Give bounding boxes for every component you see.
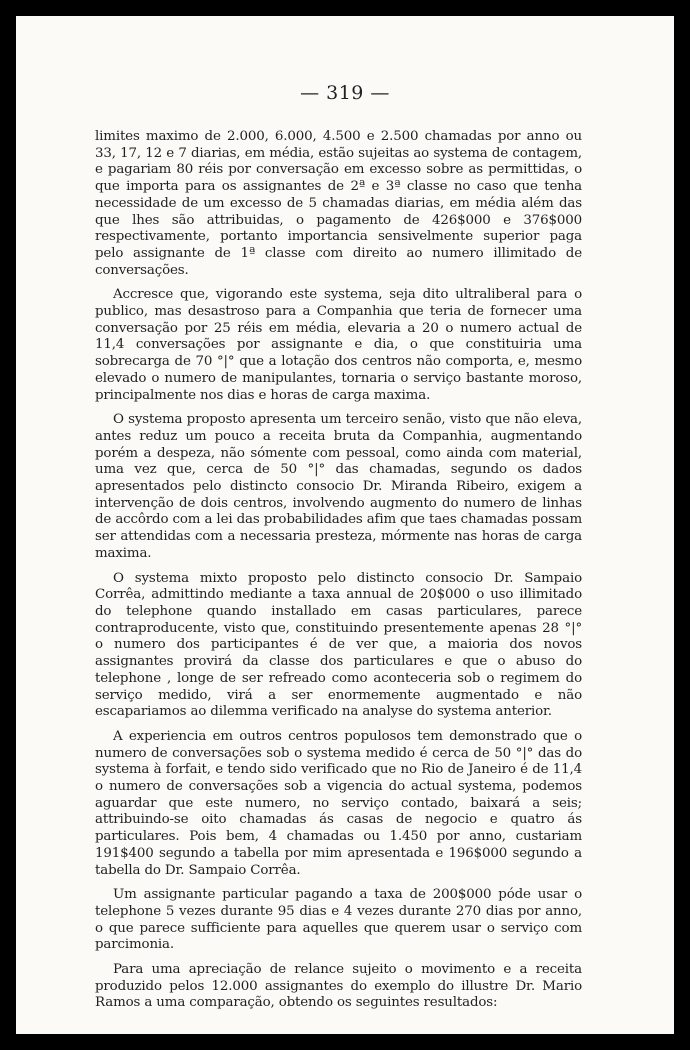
paragraph: Um assignante particular pagando a taxa de 200$000 póde usar o telephone 5 vezes durante 95 dias e 4 vezes durante 270 dias por anno, o que parece sufficiente para aquelles que querem usar o serviço com parcimonia. bbox=[95, 887, 582, 953]
document-page bbox=[16, 16, 674, 1034]
paragraph: O systema proposto apresenta um terceiro senão, visto que não eleva, antes reduz um pouco a receita bruta da Companhia, augmentando porém a despeza, não sómente com pessoal, como ainda com material, uma vez que, cerca de 50 °|° das chamadas, segundo os dados apresentados pelo distincto consocio Dr. Miranda Ribeiro, exigem a intervenção de dois centros, involvendo augmento do numero de linhas de accôrdo com a lei das probabilidades afim que taes chamadas possam ser attendidas com a necessaria presteza, mórmente nas horas de carga maxima. bbox=[95, 412, 582, 561]
paragraph: Para uma apreciação de relance sujeito o movimento e a receita produzido pelos 12.000 assignantes do exemplo do illustre Dr. Mario Ramos a uma comparação, obtendo os seguintes resultados: bbox=[95, 962, 582, 1011]
paragraph: O systema mixto proposto pelo distincto consocio Dr. Sampaio Corrêa, admittindo mediante a taxa annual de 20$000 o uso illimitado do telephone quando installado em casas particulares, parece contraproducente, visto que, constituindo presentemente apenas 28 °|° o numero dos participantes é de ver que, a maioria dos novos assignantes provirá da classe dos particulares e que o abuso do telephone , longe de ser refreado como aconteceria sob o regimem do serviço medido, virá a ser enormemente augmentado e não escapariamos ao dilemma verificado na analyse do systema anterior. bbox=[95, 570, 582, 720]
page-number: — 319 — bbox=[300, 82, 390, 104]
paragraph: limites maximo de 2.000, 6.000, 4.500 e 2.500 chamadas por anno ou 33, 17, 12 e 7 diarias, em média, estão sujeitas ao systema de contagem, e pagariam 80 réis por conversação em excesso sobre as permittidas, o que importa para os assignantes de 2ª e 3ª classe no caso que tenha necessidade de um excesso de 5 chamadas diarias, em média além das que lhes são attribuidas, o pagamento de 426$000 e 376$000 respectivamente, portanto importancia sensivelmente superior paga pelo assignante de 1ª classe com direito ao numero illimitado de conversações. bbox=[95, 129, 582, 278]
paragraph: Accresce que, vigorando este systema, seja dito ultraliberal para o publico, mas desastroso para a Companhia que teria de fornecer uma conversação por 25 réis em média, elevaria a 20 o numero actual de 11,4 conversações por assignante e dia, o que constituiria uma sobrecarga de 70 °|° que a lotação dos centros não comporta, e, mesmo elevado o numero de manipulantes, tornaria o serviço bastante moroso, principalmente nos dias e horas de carga maxima. bbox=[95, 287, 582, 403]
paragraph: A experiencia em outros centros populosos tem demonstrado que o numero de conversações sob o systema medido é cerca de 50 °|° das do systema à forfait, e tendo sido verificado que no Rio de Janeiro é de 11,4 o numero de conversações sob a vigencia do actual systema, podemos aguardar que este numero, no serviço contado, baixará a seis; attribuindo-se oito chamadas ás casas de negocio e quatro ás particulares. Pois bem, 4 chamadas ou 1.450 por anno, custariam 191$400 segundo a tabella por mim apresentada e 196$000 segundo a tabella do Dr. Sampaio Corrêa. bbox=[95, 728, 582, 878]
body-text bbox=[95, 129, 582, 1020]
